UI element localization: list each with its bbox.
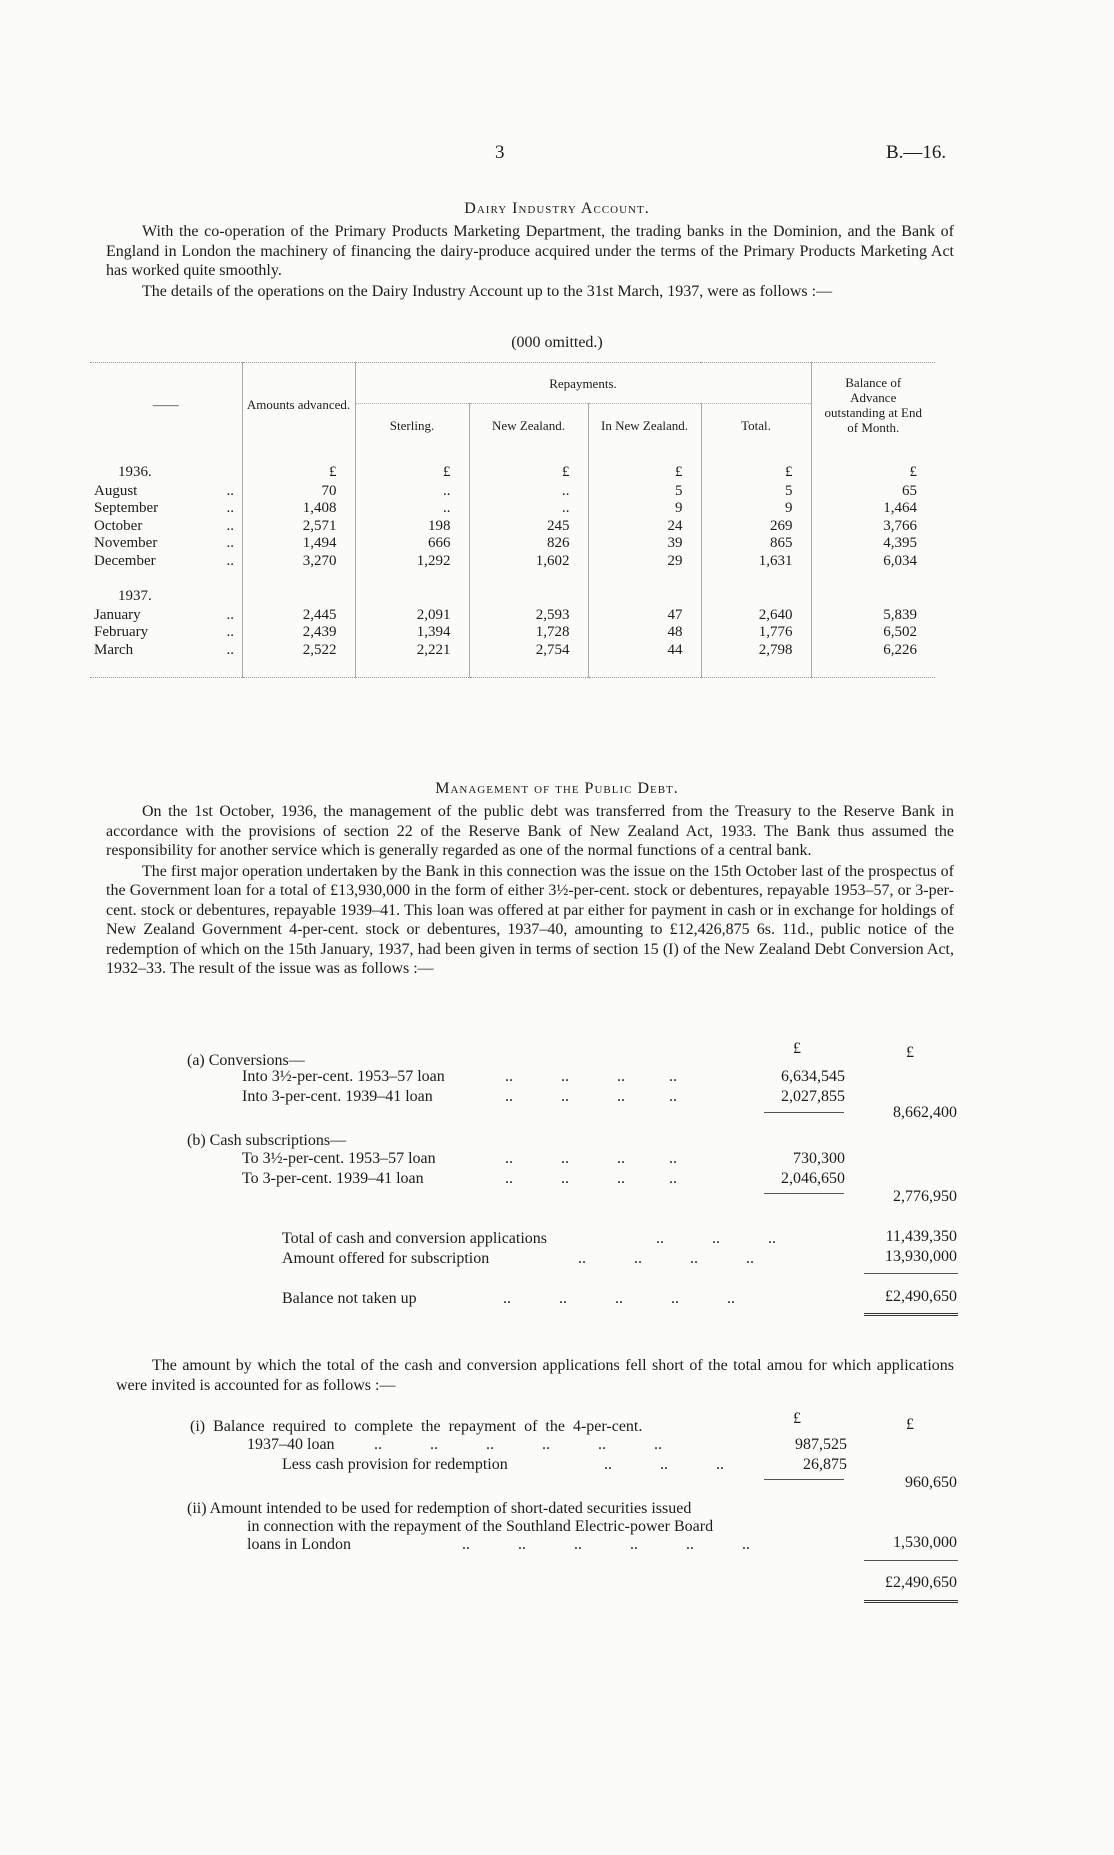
header-sterling: Sterling. — [355, 404, 469, 447]
subtotal-rule — [764, 1479, 844, 1480]
currency-cell — [242, 588, 355, 607]
loan-1937-value: 987,525 — [795, 1436, 847, 1453]
dairy-paragraph-1: With the co-operation of the Primary Products Marketing Department, the trading banks in the Dominion, and the Bank of England in London the machinery of financing the dairy-produce acquired under the terms of the Primary Products Marketing Act has worked quite smoothly. — [106, 223, 954, 279]
cash-subscriptions-label: (b) Cash subscriptions— — [187, 1132, 347, 1149]
cell-in-nz: 29 — [588, 553, 701, 571]
dot-leader: .. .. .. .. .. — [503, 1290, 735, 1307]
dairy-section-title: Dairy Industry Account. — [464, 200, 650, 217]
amount-offered-label: Amount offered for subscription — [282, 1250, 490, 1267]
subtotal-rule — [764, 1112, 844, 1113]
conversion-3-label: Into 3-per-cent. 1939–41 loan — [242, 1088, 433, 1105]
amount-intended-label-cont: in connection with the repayment of the Southland Electric-power Board — [247, 1518, 714, 1535]
dot-leader: .. .. .. — [604, 1456, 724, 1473]
cell-total: 865 — [701, 535, 811, 553]
cell-in-nz: 5 — [588, 483, 701, 501]
loan-1937-label: 1937–40 loan — [247, 1436, 335, 1453]
cell-in-nz: 44 — [588, 642, 701, 660]
year-label: 1936. — [118, 464, 152, 481]
dot-leader: .. — [226, 517, 234, 534]
dairy-table-body — [90, 446, 935, 677]
currency-symbol: £ — [793, 1410, 801, 1427]
cell-balance: 5,839 — [811, 607, 935, 625]
year-row — [90, 588, 935, 607]
cell-balance: 4,395 — [811, 535, 935, 553]
header-new-zealand: New Zealand. — [469, 404, 588, 447]
header-balance: Balance of Advance outstanding at End of Month. — [811, 363, 935, 447]
cell-sterling: .. — [355, 500, 469, 518]
cell-advanced: 2,445 — [242, 607, 355, 625]
currency-cell — [469, 588, 588, 607]
cell-total: 2,798 — [701, 642, 811, 660]
table-row — [90, 553, 935, 571]
cell-in-nz: 9 — [588, 500, 701, 518]
currency-cell: £ — [811, 464, 935, 483]
cell-nz: .. — [469, 483, 588, 501]
cell-balance: 6,502 — [811, 624, 935, 642]
cell-total: 2,640 — [701, 607, 811, 625]
dot-leader: .. — [226, 552, 234, 569]
dot-leader: .. .. .. .. .. .. — [374, 1436, 662, 1453]
cell-nz: 2,593 — [469, 607, 588, 625]
amount-offered-value: 13,930,000 — [885, 1248, 957, 1265]
month-name: February — [94, 624, 149, 640]
dot-leader: .. — [226, 535, 234, 551]
table-row — [90, 642, 935, 660]
currency-cell: £ — [588, 464, 701, 483]
cell-balance: 3,766 — [811, 518, 935, 536]
cell-total: 1,631 — [701, 553, 811, 571]
cell-nz: 2,754 — [469, 642, 588, 660]
conversion-35-value: 6,634,545 — [781, 1068, 845, 1085]
total-rule — [864, 1560, 958, 1561]
cell-in-nz: 47 — [588, 607, 701, 625]
dot-leader: .. .. .. .. .. .. — [462, 1536, 750, 1553]
amount-intended-label-cont: loans in London — [247, 1536, 351, 1553]
amount-intended-total: 1,530,000 — [893, 1534, 957, 1551]
cell-nz: 245 — [469, 518, 588, 536]
cell-sterling: 2,221 — [355, 642, 469, 660]
header-in-new-zealand: In New Zealand. — [588, 404, 701, 447]
page-number: 3 — [495, 142, 505, 163]
omitted-note: (000 omitted.) — [511, 334, 603, 351]
table-row — [90, 624, 935, 642]
cell-balance: 1,464 — [811, 500, 935, 518]
currency-cell: £ — [355, 464, 469, 483]
cell-advanced: 2,522 — [242, 642, 355, 660]
debt-paragraph-2: The first major operation undertaken by the Bank in this connection was the issue on the 15th October last of the prospectus of the Government loan for a total of £13,930,000 in the form of either 3½-per-cent. stock or debentures, repayable 1953–57, or 3-per-cent. stock or debentures, repayable 1939–41. This loan was offered at par either for payment in cash or in exchange for holdings of New Zealand Government 4-per-cent. stock or debentures, 1937–40, amounting to £12,426,875 6s. 11d., public notice of the redemption of which on the 15th January, 1937, had been given in terms of section 15 (I) of the New Zealand Debt Conversion Act, 1932–33. The result of the issue was as follows :— — [106, 862, 954, 977]
month-cell — [90, 500, 242, 518]
cash-35-label: To 3½-per-cent. 1953–57 loan — [242, 1150, 436, 1167]
month-cell — [90, 483, 242, 501]
cell-advanced: 2,439 — [242, 624, 355, 642]
cell-advanced: 2,571 — [242, 518, 355, 536]
total-applications-label: Total of cash and conversion applications — [282, 1230, 548, 1247]
cell-nz: 1,602 — [469, 553, 588, 571]
shortfall-intro — [116, 1356, 954, 1395]
conversion-3-value: 2,027,855 — [781, 1088, 845, 1105]
dairy-account-table — [90, 362, 935, 678]
table-row — [90, 535, 935, 553]
dot-leader: .. .. .. .. — [578, 1250, 754, 1267]
subtotal-rule — [764, 1193, 844, 1194]
dot-leader: .. .. .. — [656, 1230, 776, 1247]
spacer-row — [90, 570, 935, 588]
month-name: November — [94, 535, 158, 551]
cell-sterling: 198 — [355, 518, 469, 536]
currency-symbol: £ — [793, 1040, 801, 1057]
balance-not-taken-value: £2,490,650 — [885, 1288, 957, 1305]
cell-total: 9 — [701, 500, 811, 518]
month-name: August — [94, 482, 138, 499]
dot-leader: .. .. .. .. — [505, 1088, 677, 1105]
currency-cell — [588, 588, 701, 607]
dot-leader: .. — [226, 482, 234, 499]
cell-advanced: 1,494 — [242, 535, 355, 553]
table-row — [90, 518, 935, 536]
cell-total: 5 — [701, 483, 811, 501]
month-cell — [90, 518, 242, 536]
dairy-intro — [106, 222, 954, 301]
cell-advanced: 3,270 — [242, 553, 355, 571]
less-cash-value: 26,875 — [803, 1456, 847, 1473]
cell-in-nz: 39 — [588, 535, 701, 553]
table-row — [90, 607, 935, 625]
currency-cell — [355, 588, 469, 607]
double-rule — [864, 1313, 958, 1316]
conversions-total: 8,662,400 — [893, 1104, 957, 1121]
table-row — [90, 483, 935, 501]
cash-3-label: To 3-per-cent. 1939–41 loan — [242, 1170, 424, 1187]
month-cell — [90, 553, 242, 571]
double-rule — [864, 1600, 958, 1603]
cell-balance: 65 — [811, 483, 935, 501]
cell-balance: 6,034 — [811, 553, 935, 571]
dot-leader: .. — [226, 624, 234, 640]
month-cell — [90, 535, 242, 553]
dot-leader: .. — [226, 606, 234, 623]
currency-symbol: £ — [906, 1416, 914, 1433]
dairy-paragraph-2: The details of the operations on the Dairy Industry Account up to the 31st March, 1937, were as follows :— — [142, 282, 833, 300]
cell-total: 269 — [701, 518, 811, 536]
grand-total: £2,490,650 — [885, 1574, 957, 1591]
amount-intended-label: (ii) Amount intended to be used for redemption of short-dated securities issued — [187, 1500, 692, 1517]
year-row — [90, 464, 935, 483]
currency-cell — [811, 588, 935, 607]
cell-sterling: 2,091 — [355, 607, 469, 625]
cell-nz: 1,728 — [469, 624, 588, 642]
document-reference: B.—16. — [886, 142, 947, 163]
month-name: March — [94, 641, 134, 658]
total-rule — [864, 1273, 958, 1274]
cell-advanced: 1,408 — [242, 500, 355, 518]
cell-sterling: 1,394 — [355, 624, 469, 642]
debt-intro — [106, 802, 954, 979]
dot-leader: .. .. .. .. — [505, 1150, 677, 1167]
month-cell — [90, 642, 242, 660]
conversions-label: (a) Conversions— — [187, 1052, 305, 1069]
header-repayments: Repayments. — [355, 363, 811, 404]
cell-sterling: .. — [355, 483, 469, 501]
spacer-row — [90, 659, 935, 677]
dot-leader: .. .. .. .. — [505, 1068, 677, 1085]
balance-required-label: (i) Balance required to complete the repayment of the 4-per-cent. — [190, 1418, 643, 1435]
debt-section-title: Management of the Public Debt. — [435, 780, 679, 797]
cell-in-nz: 24 — [588, 518, 701, 536]
shortfall-paragraph: The amount by which the total of the cash and conversion applications fell short of the total amou for which applications were invited is accounted for as follows :— — [116, 1357, 954, 1394]
currency-cell: £ — [242, 464, 355, 483]
header-amounts-advanced: Amounts advanced. — [242, 363, 355, 447]
cell-in-nz: 48 — [588, 624, 701, 642]
currency-cell: £ — [469, 464, 588, 483]
dot-leader: .. — [226, 641, 234, 658]
month-name: October — [94, 517, 143, 534]
cell-sterling: 666 — [355, 535, 469, 553]
cell-nz: 826 — [469, 535, 588, 553]
cash-35-value: 730,300 — [793, 1150, 845, 1167]
cell-nz: .. — [469, 500, 588, 518]
month-cell — [90, 624, 242, 642]
dot-leader: .. — [226, 500, 234, 516]
currency-cell — [701, 588, 811, 607]
year-label: 1937. — [118, 588, 152, 605]
balance-required-total: 960,650 — [905, 1474, 957, 1491]
conversion-35-label: Into 3½-per-cent. 1953–57 loan — [242, 1068, 445, 1085]
currency-cell: £ — [701, 464, 811, 483]
cash-total: 2,776,950 — [893, 1188, 957, 1205]
cash-3-value: 2,046,650 — [781, 1170, 845, 1187]
total-applications-value: 11,439,350 — [885, 1228, 957, 1245]
less-cash-label: Less cash provision for redemption — [282, 1456, 508, 1473]
blank-header: —— — [152, 397, 179, 412]
spacer-row — [90, 446, 935, 464]
balance-not-taken-label: Balance not taken up — [282, 1290, 417, 1307]
header-total: Total. — [701, 404, 811, 447]
currency-symbol: £ — [906, 1044, 914, 1061]
cell-sterling: 1,292 — [355, 553, 469, 571]
month-name: January — [94, 606, 141, 623]
cell-balance: 6,226 — [811, 642, 935, 660]
dot-leader: .. .. .. .. — [505, 1170, 677, 1187]
month-name: December — [94, 552, 156, 569]
debt-paragraph-1: On the 1st October, 1936, the management of the public debt was transferred from the Treasury to the Reserve Bank in accordance with the provisions of section 22 of the Reserve Bank of New Zealand Act, 1933. The Bank thus assumed the responsibility for another service which is generally regarded as one of the normal functions of a central bank. — [106, 803, 954, 859]
table-row — [90, 500, 935, 518]
cell-total: 1,776 — [701, 624, 811, 642]
month-name: September — [94, 500, 159, 516]
month-cell — [90, 607, 242, 625]
cell-advanced: 70 — [242, 483, 355, 501]
